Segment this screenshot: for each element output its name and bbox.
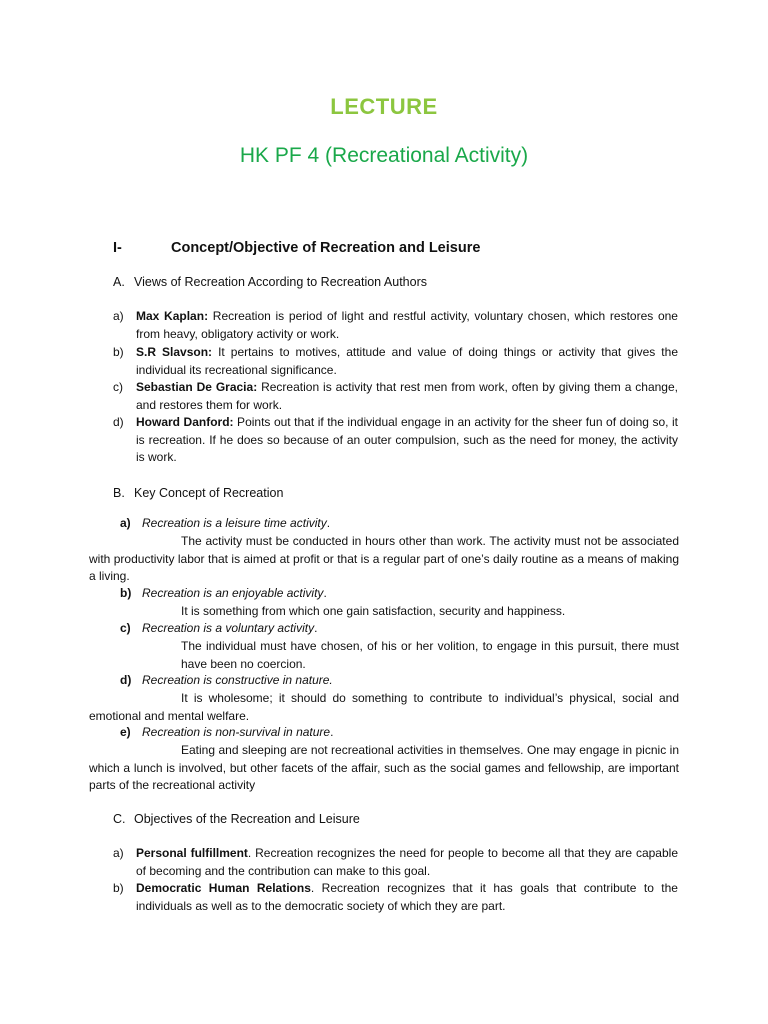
section-number: I- xyxy=(113,240,122,256)
item-marker: d) xyxy=(120,673,132,687)
item-marker: a) xyxy=(120,516,131,530)
concept-paragraph: Eating and sleeping are not recreational activities in themselves. One may engage in picnic in which a lunch is involved, but other facets of the affair, such as the social games and fellowship, are important parts of the recreational activity xyxy=(89,743,679,792)
concept-paragraph: The activity must be conducted in hours other than work. The activity must not be associated with productivity labor that is aimed at profit or that is a regular part of one’s daily routine as a means of making a living. xyxy=(89,534,679,583)
key-concept-title xyxy=(120,516,330,530)
item-text: Points out that if the individual engage in an activity for the sheer fun of doing so, it is recreation. If he does so because of an outer compulsion, such as the need for money, the activity is work. xyxy=(136,415,678,464)
item-marker: e) xyxy=(120,725,131,739)
concept-title: Recreation is a leisure time activity xyxy=(142,516,327,530)
concept-period: . xyxy=(314,621,318,635)
list-item xyxy=(113,308,678,343)
subsection-letter: C. xyxy=(113,812,126,826)
item-marker: b) xyxy=(113,345,124,359)
subsection-letter: B. xyxy=(113,486,125,500)
item-marker: c) xyxy=(113,380,123,394)
concept-title: Recreation is non-survival in nature xyxy=(142,725,331,739)
list-item xyxy=(113,379,678,414)
concept-title: Recreation is constructive in nature. xyxy=(142,673,333,687)
objective-name: Democratic Human Relations xyxy=(136,881,311,895)
subsection-a-heading xyxy=(113,275,427,289)
section-title-text: Concept/Objective of Recreation and Leisure xyxy=(171,240,481,256)
item-text: It pertains to motives, attitude and value of doing things or activity that gives the individual its recreational significance. xyxy=(136,345,678,377)
list-item xyxy=(113,845,678,880)
concept-period: . xyxy=(323,586,327,600)
objective-name: Personal fulfillment xyxy=(136,846,248,860)
author-name: Sebastian De Gracia: xyxy=(136,380,258,394)
concept-period: . xyxy=(326,516,331,530)
concept-paragraph: The individual must have chosen, of his or her volition, to engage in this pursuit, there must have been no coercion. xyxy=(181,639,679,671)
subsection-c-heading xyxy=(113,812,360,826)
list-item xyxy=(113,880,678,915)
concept-paragraph: It is wholesome; it should do something to contribute to individual’s physical, social and emotional and mental welfare. xyxy=(89,691,679,723)
concept-paragraph: It is something from which one gain satisfaction, security and happiness. xyxy=(181,604,566,618)
key-concept-title xyxy=(120,673,333,687)
item-text: . Recreation recognizes that it has goals that contribute to the individuals as well as to the democratic society of which they are part. xyxy=(136,881,678,913)
concept-title: Recreation is an enjoyable activity xyxy=(142,586,324,600)
subsection-letter: A. xyxy=(113,275,125,289)
author-name: S.R Slavson: xyxy=(136,345,213,359)
item-marker: d) xyxy=(113,415,124,429)
item-marker: c) xyxy=(120,621,131,635)
subsection-title: Key Concept of Recreation xyxy=(134,486,284,500)
author-name: Howard Danford: xyxy=(136,415,234,429)
subsection-title: Objectives of the Recreation and Leisure xyxy=(134,812,360,826)
item-marker: a) xyxy=(113,846,124,860)
item-text: Recreation is period of light and restful activity, voluntary chosen, which restores one from heavy, obligatory activity or work. xyxy=(136,309,678,341)
list-item xyxy=(113,344,678,379)
lecture-heading: LECTURE xyxy=(330,94,438,119)
item-text: . Recreation recognizes the need for people to become all that they are capable of becoming and the contribution can make to this goal. xyxy=(136,846,678,878)
concept-period: . xyxy=(330,725,334,739)
item-marker: a) xyxy=(113,309,124,323)
item-text: Recreation is activity that rest men from work, often by giving them a change, and restores them for work. xyxy=(136,380,678,412)
concept-title: Recreation is a voluntary activity xyxy=(142,621,315,635)
item-marker: b) xyxy=(120,586,132,600)
list-item xyxy=(113,414,678,467)
key-concept-title xyxy=(120,725,333,739)
subsection-title: Views of Recreation According to Recreation Authors xyxy=(134,275,427,289)
course-title: HK PF 4 (Recreational Activity) xyxy=(239,144,529,167)
key-concept-title xyxy=(120,621,317,635)
author-name: Max Kaplan: xyxy=(136,309,209,323)
key-concept-title xyxy=(120,586,327,600)
subsection-b-heading xyxy=(113,486,283,500)
item-marker: b) xyxy=(113,881,124,895)
section-heading xyxy=(113,240,480,256)
